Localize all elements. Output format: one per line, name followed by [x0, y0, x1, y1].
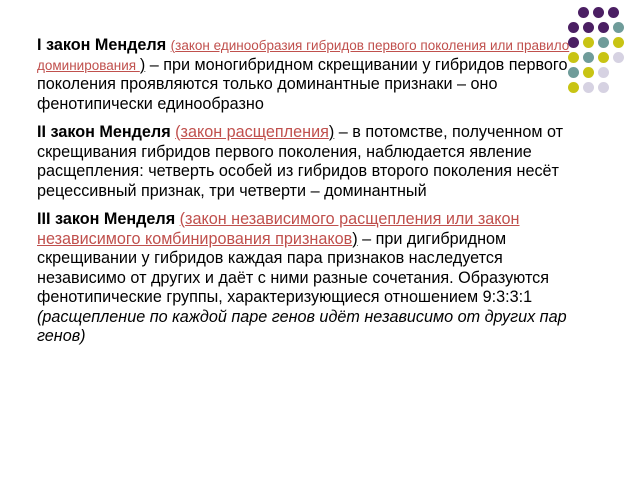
law-2-text: – в потомстве, полученном от скрещивания гибридов первого поколения, наблюдается явление расщепления: четверть особей из гибридов второго поколения несёт рецессивный признак, три четверти – доминантный — [37, 123, 564, 200]
law-1-paragraph — [37, 36, 577, 114]
law-3-text: – при дигибридном скрещивании у гибридов каждая пара признаков наследуется независимо от других и даёт с ними разные сочетания. Образуются фенотипические группы, характеризующиеся отношением 9:3:3:1 — [37, 229, 550, 306]
dot-olive — [613, 37, 624, 48]
law-2-link[interactable] — [175, 123, 329, 141]
law-1-text: – при моногибридном скрещивании у гибридов первого поколения проявляются только доминантные признаки – оно фенотипически единообразно — [37, 55, 568, 113]
dot-teal — [583, 52, 594, 63]
dot-lilac — [613, 52, 624, 63]
law-2-link-text: закон расщепления — [180, 123, 329, 141]
law-2-title: II закон Менделя — [37, 123, 171, 141]
law-1-link-open: ( — [170, 38, 176, 53]
dot-lilac — [598, 82, 609, 93]
dot-lilac — [583, 82, 594, 93]
dot-purple — [598, 22, 609, 33]
law-3-link-open: ( — [179, 210, 186, 228]
dot-olive — [583, 67, 594, 78]
law-3-title: III закон Менделя — [37, 210, 176, 228]
law-1-title: I закон Менделя — [37, 36, 167, 54]
law-1-link-close: ) — [139, 55, 146, 74]
dot-teal — [598, 37, 609, 48]
dot-olive — [583, 37, 594, 48]
dot-purple — [593, 7, 604, 18]
law-2-link-open: ( — [175, 123, 181, 141]
law-3-italic-note: (расщепление по каждой паре генов идёт независимо от других пар генов) — [37, 307, 567, 345]
laws-text — [37, 36, 577, 356]
decorative-dot-grid — [568, 5, 640, 105]
law-3-link-close: ) — [352, 229, 358, 248]
dot-teal — [613, 22, 624, 33]
law-1-link-text: закон единообразия гибридов первого поколения или правило доминирования — [37, 38, 570, 73]
dot-purple — [608, 7, 619, 18]
dot-lilac — [598, 67, 609, 78]
dot-purple — [578, 7, 589, 18]
law-2-paragraph — [37, 123, 577, 201]
law-3-paragraph — [37, 210, 577, 347]
dot-purple — [568, 22, 579, 33]
dot-purple — [583, 22, 594, 33]
law-3-link-text: закон независимого расщепления или закон независимого комбинирования признаков — [37, 210, 520, 248]
dot-olive — [598, 52, 609, 63]
law-2-link-close: ) — [328, 123, 335, 141]
